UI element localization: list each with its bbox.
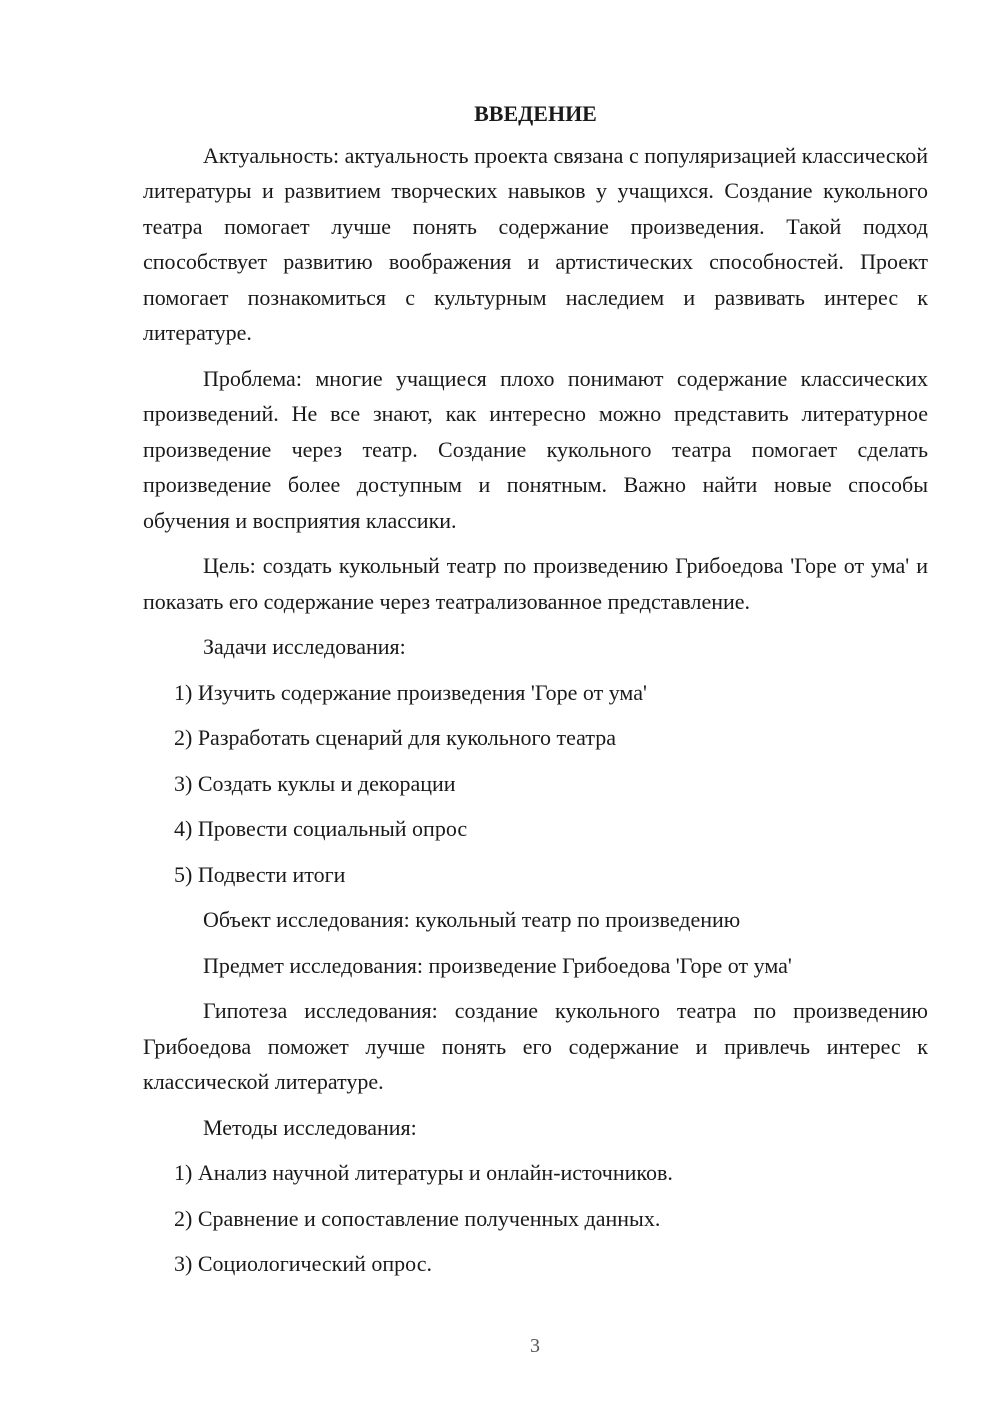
object-line: Объект исследования: кукольный театр по произведению xyxy=(203,907,741,932)
list-item: 3) Социологический опрос. xyxy=(174,1251,432,1276)
section-title: ВВЕДЕНИЕ xyxy=(474,101,597,126)
methods-list xyxy=(143,1155,928,1282)
list-item: 1) Изучить содержание произведения 'Горе от ума' xyxy=(174,679,647,705)
list-item: 5) Подвести итоги xyxy=(174,861,346,887)
methods-heading: Методы исследования: xyxy=(203,1114,417,1140)
problem-paragraph: Проблема: многие учащиеся плохо понимают содержание классических произведений. Не все знают, как интересно можно представить литературное произведение через театр. Создание кукольного театра помогает сделать произведение более доступным и понятным. Важно найти новые способы обучения и восприятия классики. xyxy=(143,365,928,533)
list-item: 1) Анализ научной литературы и онлайн-источников. xyxy=(174,1160,673,1185)
list-item: 2) Разработать сценарий для кукольного театра xyxy=(174,725,616,750)
tasks-list xyxy=(143,675,928,893)
subject-line: Предмет исследования: произведение Грибоедова 'Горе от ума' xyxy=(203,952,792,978)
list-item: 3) Создать куклы и декорации xyxy=(174,770,456,796)
goal-paragraph: Цель: создать кукольный театр по произведению Грибоедова 'Горе от ума' и показать его содержание через театрализованное представление. xyxy=(143,553,928,614)
document-page xyxy=(143,96,928,1292)
tasks-heading: Задачи исследования: xyxy=(203,634,406,659)
page-number: 3 xyxy=(530,1335,540,1357)
hypothesis-paragraph: Гипотеза исследования: создание кукольного театра по произведению Грибоедова поможет лучше понять его содержание и привлечь интерес к классической литературе. xyxy=(143,998,928,1094)
list-item: 4) Провести социальный опрос xyxy=(174,816,468,841)
relevance-paragraph: Актуальность: актуальность проекта связана с популяризацией классической литературы и развитием творческих навыков у учащихся. Создание кукольного театра помогает лучше понять содержание произведения. Такой подход способствует развитию воображения и артистических способностей. Проект помогает познакомиться с культурным наследием и развивать интерес к литературе. xyxy=(143,142,928,345)
list-item: 2) Сравнение и сопоставление полученных данных. xyxy=(174,1205,661,1231)
